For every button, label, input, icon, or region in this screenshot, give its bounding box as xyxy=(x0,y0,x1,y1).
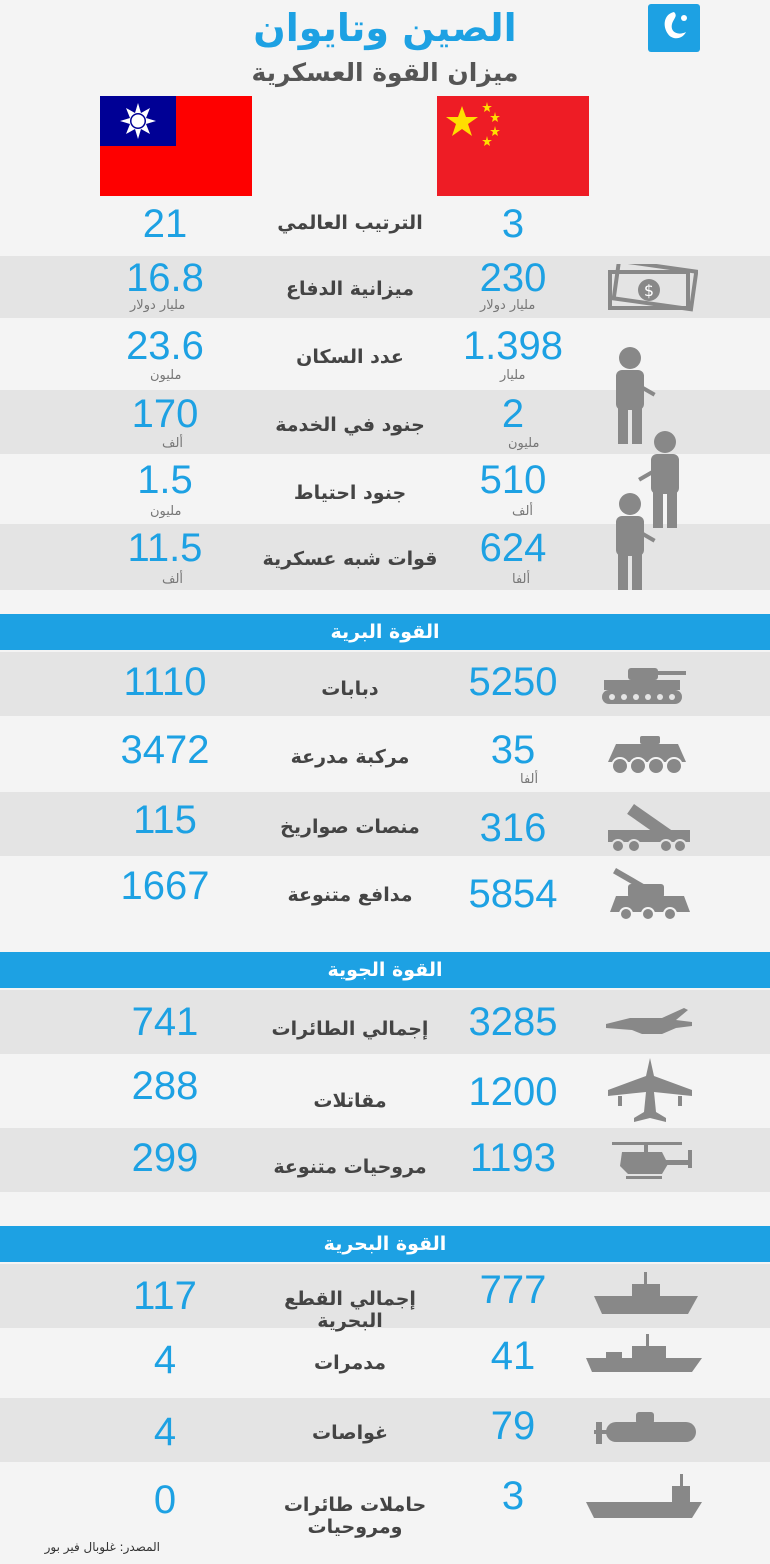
svg-text:$: $ xyxy=(643,281,655,300)
china-value: 1.398 xyxy=(462,324,564,368)
page-title: الصين وتايوان xyxy=(253,6,517,50)
china-unit: ألفا xyxy=(520,772,539,787)
taiwan-value: 23.6 xyxy=(126,324,204,368)
row-world-rank xyxy=(0,200,770,252)
china-unit: ألف xyxy=(512,504,534,519)
china-value: 5854 xyxy=(468,872,558,916)
row-total-aircraft xyxy=(0,990,770,1054)
row-artillery xyxy=(0,858,770,926)
row-helicopters xyxy=(0,1128,770,1192)
source-note: المصدر: غلوبال فير بور xyxy=(44,1540,160,1554)
section-header-naval: القوة البحرية xyxy=(0,1226,770,1262)
taiwan-unit: مليون xyxy=(150,368,182,383)
helicopter-icon xyxy=(602,1136,698,1186)
china-value: 41 xyxy=(490,1334,536,1378)
section-header-air: القوة الجوية xyxy=(0,952,770,988)
warship-icon xyxy=(592,1270,700,1320)
section-header-land: القوة البرية xyxy=(0,614,770,650)
china-value: 1200 xyxy=(468,1070,558,1114)
money-icon xyxy=(606,264,698,316)
china-value: 777 xyxy=(479,1268,547,1312)
china-value: 510 xyxy=(479,458,547,502)
row-label: مدافع متنوعة xyxy=(287,884,413,906)
fighter-jet-icon xyxy=(602,1056,698,1126)
destroyer-icon xyxy=(584,1332,704,1382)
china-value: 1193 xyxy=(469,1136,556,1180)
taiwan-unit: ألف xyxy=(162,436,184,451)
armored-vehicle-icon xyxy=(604,732,690,778)
row-label: مركبة مدرعة xyxy=(290,746,410,768)
row-label: غواصات xyxy=(312,1422,388,1444)
row-label: مدمرات xyxy=(314,1352,386,1374)
taiwan-value: 1.5 xyxy=(137,458,193,502)
row-armored-vehicles xyxy=(0,718,770,790)
soldiers-icon xyxy=(600,344,700,594)
taiwan-value: 115 xyxy=(133,798,197,842)
artillery-icon xyxy=(606,862,692,922)
taiwan-value: 117 xyxy=(133,1274,197,1318)
row-label: إجمالي الطائرات xyxy=(271,1018,429,1040)
row-carriers xyxy=(0,1464,770,1536)
row-label: الترتيب العالمي xyxy=(277,212,423,234)
row-destroyers xyxy=(0,1330,770,1398)
taiwan-value: 4 xyxy=(153,1338,177,1382)
row-label: مروحيات متنوعة xyxy=(273,1156,427,1178)
row-label: عدد السكان xyxy=(296,346,404,368)
rocket-launcher-icon xyxy=(604,794,694,854)
china-value: 3 xyxy=(501,1474,525,1518)
aircraft-carrier-icon xyxy=(584,1470,704,1526)
jet-icon xyxy=(602,1000,694,1042)
taiwan-value: 1110 xyxy=(123,660,207,704)
taiwan-value: 741 xyxy=(131,1000,199,1044)
china-value: 624 xyxy=(479,526,547,570)
taiwan-value: 1667 xyxy=(120,864,210,908)
tank-icon xyxy=(598,662,690,708)
row-label: جنود احتياط xyxy=(293,482,407,504)
china-unit: مليار xyxy=(500,368,526,383)
china-value: 5250 xyxy=(468,660,558,704)
page-subtitle: ميزان القوة العسكرية xyxy=(251,58,519,87)
china-value: 35 xyxy=(490,728,536,772)
row-label: مقاتلات xyxy=(313,1090,387,1112)
taiwan-unit: ألف xyxy=(162,572,184,587)
taiwan-value: 11.5 xyxy=(127,526,203,570)
taiwan-value: 299 xyxy=(131,1136,199,1180)
taiwan-value: 3472 xyxy=(120,728,210,772)
china-unit: ألفا xyxy=(512,572,531,587)
taiwan-value: 21 xyxy=(142,202,188,246)
row-rocket-launchers xyxy=(0,792,770,856)
submarine-icon xyxy=(592,1408,702,1452)
china-value: 2 xyxy=(501,392,525,436)
row-total-naval xyxy=(0,1264,770,1332)
china-unit: مليون xyxy=(508,436,540,451)
china-value: 3285 xyxy=(468,1000,558,1044)
china-value: 316 xyxy=(479,806,547,850)
taiwan-unit: مليار دولار xyxy=(130,298,186,313)
row-tanks xyxy=(0,652,770,716)
taiwan-value: 288 xyxy=(131,1064,199,1108)
row-label: إجمالي القطع البحرية xyxy=(284,1288,416,1332)
row-label: منصات صواريخ xyxy=(280,816,420,838)
row-label: جنود في الخدمة xyxy=(275,414,425,436)
china-unit: مليار دولار xyxy=(480,298,536,313)
row-defense-budget xyxy=(0,256,770,318)
row-fighters xyxy=(0,1056,770,1126)
row-label: قوات شبه عسكرية xyxy=(262,548,438,570)
taiwan-flag-icon xyxy=(100,96,252,196)
taiwan-value: 16.8 xyxy=(126,256,204,300)
taiwan-value: 4 xyxy=(153,1410,177,1454)
row-label: دبابات xyxy=(321,678,379,700)
aljazeera-logo-icon xyxy=(648,4,700,52)
taiwan-value: 170 xyxy=(131,392,199,436)
china-value: 79 xyxy=(490,1404,536,1448)
row-label: ميزانية الدفاع xyxy=(285,278,415,300)
row-label: حاملات طائرات ومروحيات xyxy=(283,1494,427,1538)
row-submarines xyxy=(0,1398,770,1462)
china-value: 230 xyxy=(479,256,547,300)
taiwan-value: 0 xyxy=(153,1478,177,1522)
china-flag-icon xyxy=(437,96,589,196)
china-value: 3 xyxy=(501,202,525,246)
taiwan-unit: مليون xyxy=(150,504,182,519)
